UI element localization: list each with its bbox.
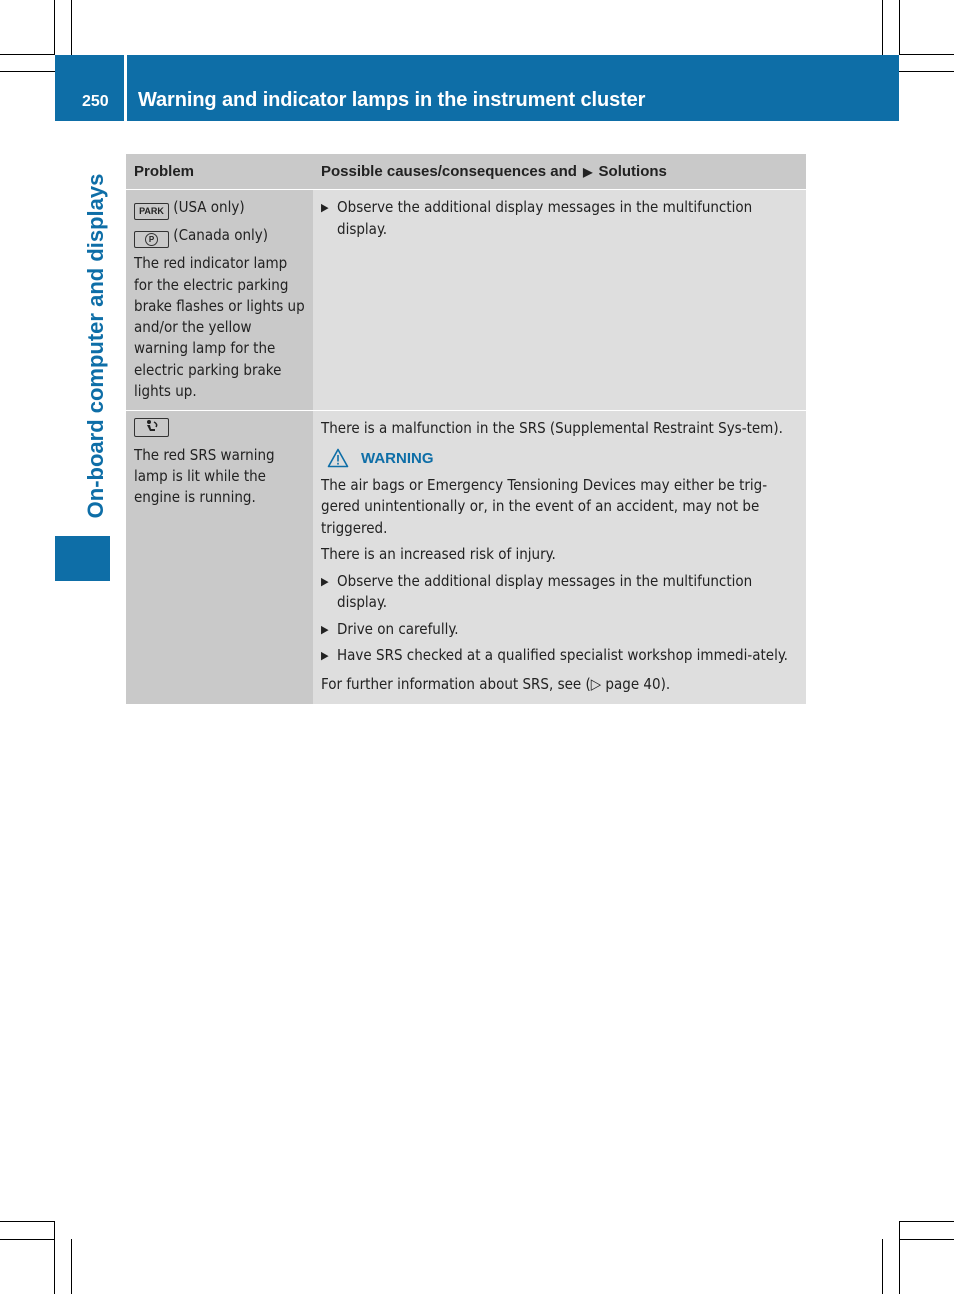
problem-cell	[126, 411, 313, 704]
crop-mark	[71, 0, 72, 55]
problem-solution-table	[126, 154, 806, 704]
problem-cell	[126, 190, 313, 411]
problem-description: The red SRS warning lamp is lit while the engine is running.	[134, 445, 275, 507]
crop-mark	[54, 0, 55, 55]
parking-brake-lamp-icon: P	[134, 231, 169, 248]
table-header-row	[126, 154, 806, 190]
bullet-arrow-icon: ▶	[321, 622, 329, 636]
column-header-solutions	[313, 154, 806, 190]
crop-mark	[899, 0, 900, 55]
crop-mark	[899, 1221, 900, 1294]
solution-cell	[313, 411, 806, 704]
further-info-link[interactable]: For further information about SRS, see (▷ page 40).	[321, 675, 671, 694]
table-row	[126, 190, 806, 411]
crop-mark	[882, 0, 883, 55]
crop-mark	[0, 1239, 55, 1240]
problem-description: The red indicator lamp for the electric parking brake flashes or lights up and/or the yellow warning lamp for the electric parking brake lights up.	[134, 254, 305, 401]
list-item: ▶ Drive on carefully.	[321, 619, 799, 640]
header-divider	[124, 55, 127, 121]
column-header-problem: Problem	[126, 154, 313, 190]
usa-only-note: (USA only)	[173, 198, 245, 217]
list-item: ▶ Have SRS checked at a qualified specialist workshop immedi-ately.	[321, 645, 799, 666]
crop-mark	[0, 71, 55, 72]
crop-mark	[899, 1221, 954, 1222]
crop-mark	[882, 1239, 883, 1294]
malfunction-intro: There is a malfunction in the SRS (Supplemental Restraint Sys-tem).	[321, 419, 783, 438]
list-item: ▶ Observe the additional display messages in the multifunction display.	[321, 571, 799, 614]
crop-mark	[899, 1239, 954, 1240]
solution-cell	[313, 190, 806, 411]
bullet-arrow-icon: ▶	[321, 575, 329, 589]
column-header-solutions-pre: Possible causes/consequences and	[321, 163, 577, 180]
chapter-tab	[55, 536, 110, 581]
seated-passenger-airbag-icon	[143, 419, 161, 435]
crop-mark	[54, 1221, 55, 1294]
warning-triangle-icon	[327, 448, 349, 468]
warning-heading	[327, 448, 799, 469]
chapter-title: On-board computer and displays	[83, 173, 108, 519]
page-number: 250	[82, 93, 109, 110]
crop-mark	[0, 1221, 55, 1222]
warning-text: The air bags or Emergency Tensioning Devices may either be trig-gered unintentionally or, in the event of an accident, may not be triggered.	[321, 475, 768, 537]
crop-mark	[71, 1239, 72, 1294]
bullet-arrow-icon: ▶	[321, 201, 329, 215]
srs-warning-lamp-icon	[134, 418, 169, 437]
crop-mark	[899, 71, 954, 72]
park-lamp-icon: PARK	[134, 203, 169, 220]
risk-text: There is an increased risk of injury.	[321, 544, 556, 563]
canada-only-note: (Canada only)	[173, 226, 269, 245]
crop-mark	[0, 54, 55, 55]
crop-mark	[899, 54, 954, 55]
column-header-solutions-post: Solutions	[598, 163, 667, 180]
list-item: ▶ Observe the additional display messages in the multifunction display.	[321, 197, 799, 240]
triangle-right-icon: ▶	[583, 165, 593, 179]
bullet-arrow-icon: ▶	[321, 649, 329, 663]
warning-label: WARNING	[361, 449, 434, 467]
table-row	[126, 411, 806, 704]
page-title: Warning and indicator lamps in the instrument cluster	[138, 89, 646, 111]
